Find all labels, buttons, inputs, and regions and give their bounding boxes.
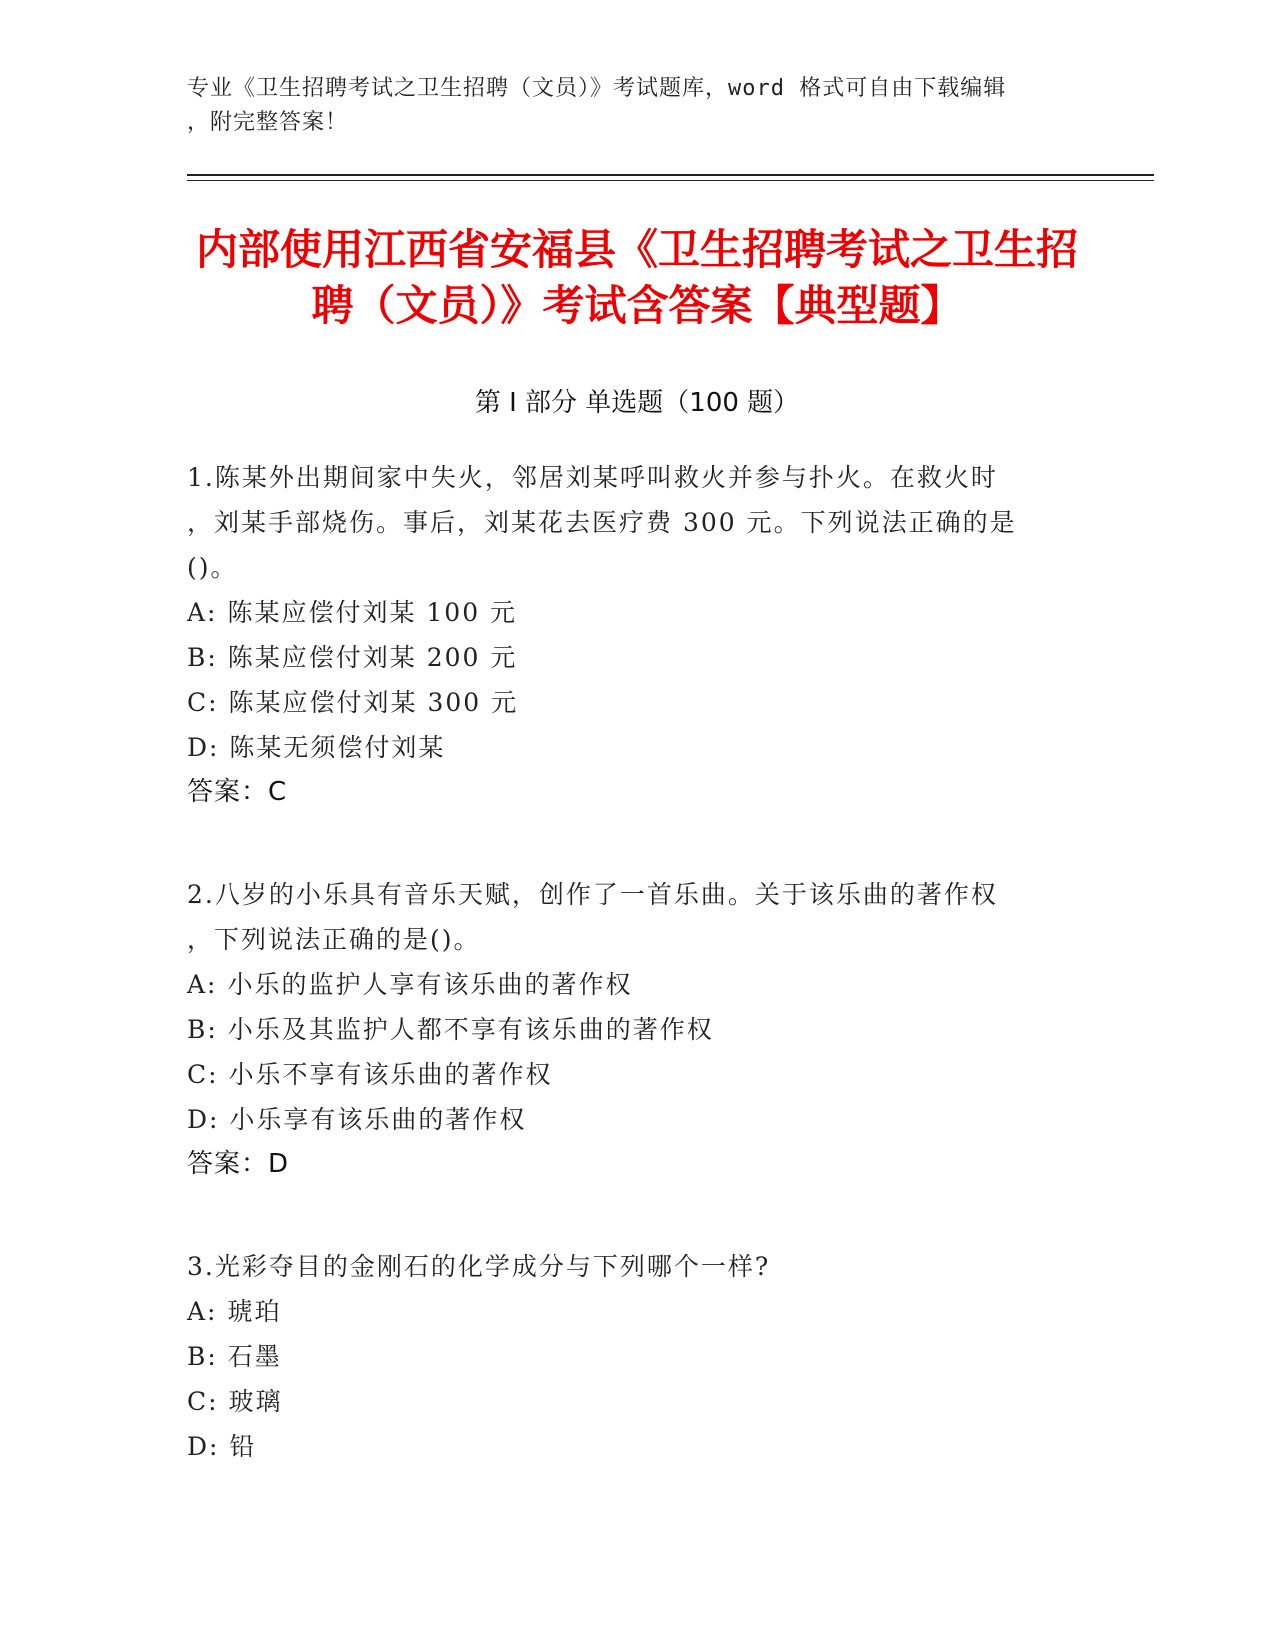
option-a	[187, 590, 1067, 635]
document-title: 内部使用江西省安福县《卫生招聘考试之卫生招聘（文员）》考试含答案【典型题】	[195, 225, 1078, 330]
option-letter: D:	[187, 733, 220, 762]
option-d	[187, 1424, 1067, 1469]
option-letter: C:	[187, 1060, 219, 1089]
header-rule-thick	[187, 174, 1154, 176]
option-c	[187, 1052, 1067, 1097]
option-text: 陈某应偿付刘某 300 元	[228, 688, 519, 717]
option-c	[187, 1379, 1067, 1424]
option-text: 小乐的监护人享有该乐曲的著作权	[227, 970, 633, 999]
question-2	[187, 872, 1067, 1187]
question-3	[187, 1244, 1067, 1469]
header-note: 专业《卫生招聘考试之卫生招聘（文员）》考试题库，word 格式可自由下载编辑 ，附完整答案！	[187, 76, 1007, 135]
option-text: 陈某无须偿付刘某	[229, 733, 446, 762]
option-letter: B:	[187, 1342, 218, 1371]
question-stem: 3.光彩夺目的金刚石的化学成分与下列哪个一样?	[187, 1252, 771, 1281]
option-d	[187, 1097, 1067, 1142]
question-stem: 1.陈某外出期间家中失火，邻居刘某呼叫救火并参与扑火。在救火时 ，刘某手部烧伤。事后，刘某花去医疗费 300 元。下列说法正确的是 ()。	[187, 463, 1017, 582]
option-a	[187, 962, 1067, 1007]
answer: 答案：D	[187, 1149, 290, 1179]
option-letter: C:	[187, 1387, 219, 1416]
option-text: 小乐及其监护人都不享有该乐曲的著作权	[227, 1015, 714, 1044]
option-d	[187, 725, 1067, 770]
option-a	[187, 1289, 1067, 1334]
section-heading: 第 I 部分 单选题（100 题）	[474, 388, 800, 418]
option-letter: A:	[187, 970, 218, 999]
option-text: 琥珀	[227, 1297, 282, 1326]
option-b	[187, 1334, 1067, 1379]
option-letter: A:	[187, 598, 218, 627]
option-text: 小乐享有该乐曲的著作权	[229, 1105, 527, 1134]
option-b	[187, 635, 1067, 680]
option-c	[187, 680, 1067, 725]
header-rule-thin	[187, 180, 1154, 181]
option-b	[187, 1007, 1067, 1052]
option-letter: A:	[187, 1297, 218, 1326]
option-letter: B:	[187, 1015, 218, 1044]
option-text: 铅	[229, 1432, 257, 1461]
option-text: 石墨	[227, 1342, 282, 1371]
option-letter: C:	[187, 688, 219, 717]
option-text: 陈某应偿付刘某 200 元	[227, 643, 518, 672]
option-letter: B:	[187, 643, 218, 672]
option-text: 小乐不享有该乐曲的著作权	[228, 1060, 553, 1089]
question-stem: 2.八岁的小乐具有音乐天赋，创作了一首乐曲。关于该乐曲的著作权 ，下列说法正确的是()。	[187, 880, 998, 954]
option-letter: D:	[187, 1432, 220, 1461]
answer: 答案：C	[187, 777, 288, 807]
option-text: 玻璃	[228, 1387, 283, 1416]
option-letter: D:	[187, 1105, 220, 1134]
question-1	[187, 455, 1067, 815]
option-text: 陈某应偿付刘某 100 元	[227, 598, 518, 627]
